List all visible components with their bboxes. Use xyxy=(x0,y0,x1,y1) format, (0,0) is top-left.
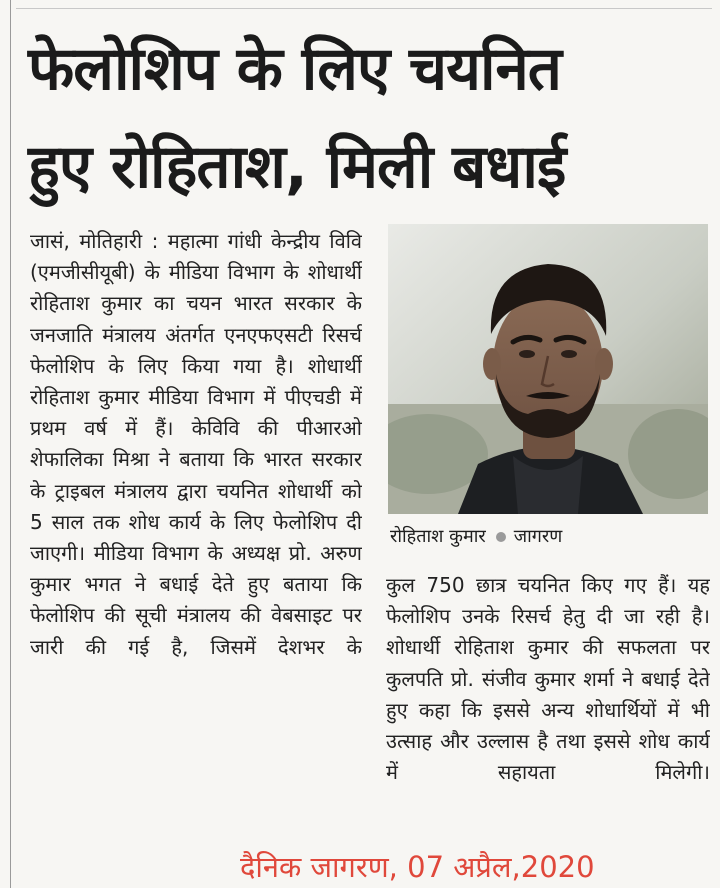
caption-name: रोहिताश कुमार xyxy=(390,526,486,547)
source-date-stamp: दैनिक जागरण, 07 अप्रैल,2020 xyxy=(240,850,595,884)
bullet-dot-icon xyxy=(496,532,506,542)
photo-caption xyxy=(390,524,710,550)
headline xyxy=(28,20,708,216)
top-rule xyxy=(16,8,712,9)
portrait-photo xyxy=(388,224,708,514)
headline-line-2: हुए रोहिताश, मिली बधाई xyxy=(28,132,566,202)
caption-credit: जागरण xyxy=(513,526,563,547)
headline-line-1: फेलोशिप के लिए चयनित xyxy=(28,34,561,104)
article-body-right-column: कुल 750 छात्र चयनित किए गए हैं। यह फेलोशिप उनके रिसर्च हेतु दी जा रही है। शोधार्थी रोहिताश कुमार की सफलता पर कुलपति प्रो. संजीव कुमार शर्मा ने बधाई देते हुए कहा कि इससे अन्य शोधार्थियों में भी उत्साह और उल्लास है तथा इससे शोध कार्य में सहायता मिलेगी। xyxy=(386,573,710,785)
column-rule xyxy=(10,0,11,888)
article-body-left-column: जासं, मोतिहारी : महात्मा गांधी केन्द्रीय विवि (एमजीसीयूबी) के मीडिया विभाग के शोधार्थी रोहिताश कुमार का चयन भारत सरकार के जनजाति मंत्रालय अंतर्गत एनएफएसटी रिसर्च फेलोशिप के लिए किया गया है। शोधार्थी रोहिताश कुमार मीडिया विभाग में पीएचडी में प्रथम वर्ष में हैं। केविवि की पीआरओ शेफालिका मिश्रा ने बताया कि भारत सरकार के ट्राइबल मंत्रालय द्वारा चयनित शोधार्थी को 5 साल तक शोध कार्य के लिए फेलोशिप दी जाएगी। मीडिया विभाग के अध्यक्ष प्रो. अरुण कुमार भगत ने बधाई देते हुए बताया कि फेलोशिप की सूची मंत्रालय की वेबसाइट पर जारी की गई है, जिसमें देशभर के xyxy=(30,229,362,659)
